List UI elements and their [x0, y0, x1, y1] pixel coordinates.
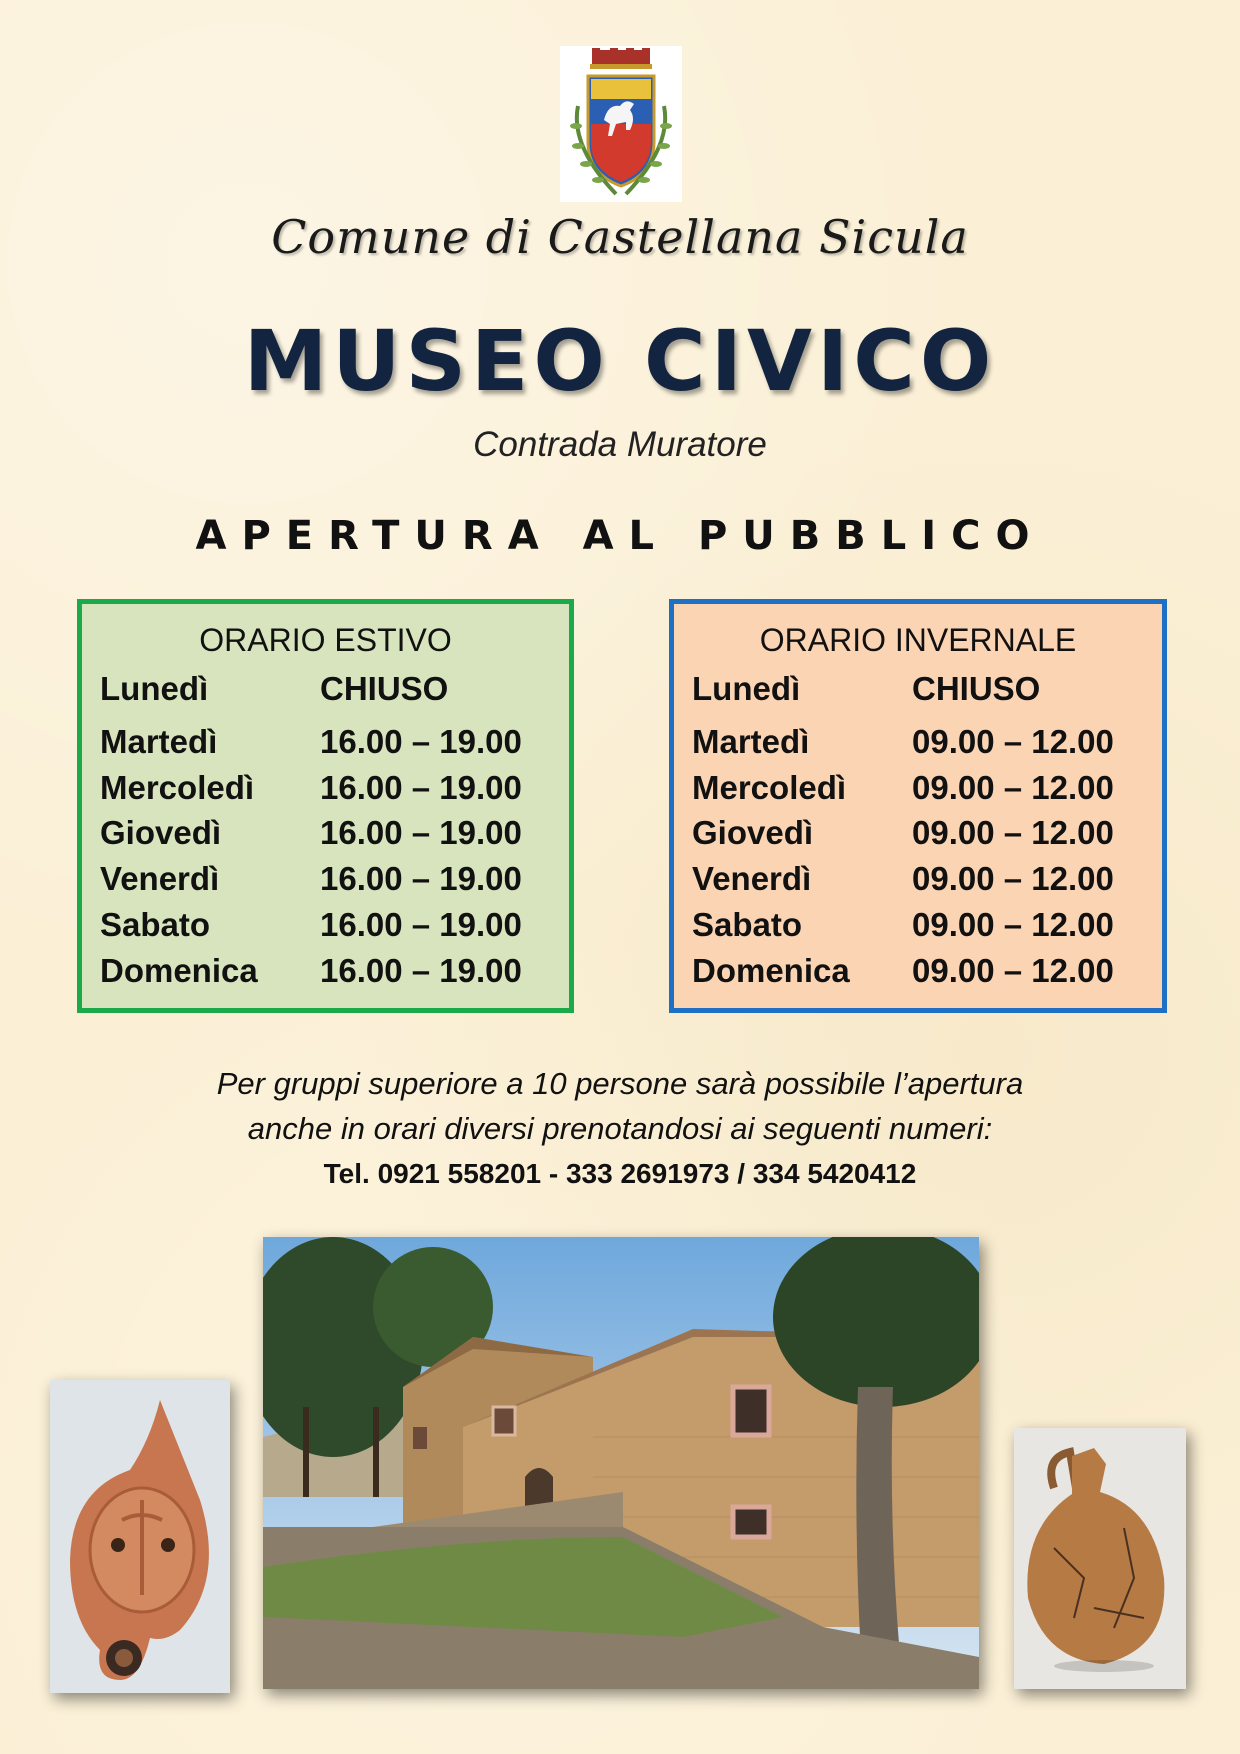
- day-label: Giovedì: [692, 814, 814, 851]
- summer-hours-box: [77, 599, 574, 1013]
- hours-value: 16.00 – 19.00: [320, 814, 522, 851]
- day-label: Sabato: [692, 906, 803, 943]
- schedule-row: [692, 670, 1152, 714]
- hours-value: CHIUSO: [912, 670, 1041, 707]
- coat-of-arms: [560, 46, 682, 202]
- schedule-row: [100, 723, 560, 767]
- day-label: Mercoledì: [100, 769, 255, 806]
- day-label: Mercoledì: [692, 769, 847, 806]
- hours-value: 09.00 – 12.00: [912, 860, 1114, 897]
- winter-hours-title: ORARIO INVERNALE: [759, 622, 1077, 658]
- day-label: Martedì: [692, 723, 810, 760]
- opening-heading: APERTURA AL PUBBLICO: [195, 513, 1045, 559]
- location-subtitle: Contrada Muratore: [473, 425, 767, 464]
- hours-value: 16.00 – 19.00: [320, 769, 522, 806]
- hours-value: 16.00 – 19.00: [320, 860, 522, 897]
- group-booking-note-2: anche in orari diversi prenotandosi ai seguenti numeri:: [247, 1111, 993, 1146]
- day-label: Venerdì: [692, 860, 812, 897]
- schedule-row: [100, 769, 560, 813]
- schedule-row: [692, 769, 1152, 813]
- hours-value: 16.00 – 19.00: [320, 723, 522, 760]
- schedule-row: [692, 906, 1152, 950]
- ancient-jug-photo: [1014, 1428, 1186, 1689]
- hours-value: 16.00 – 19.00: [320, 952, 522, 989]
- schedule-row: [100, 906, 560, 950]
- hours-value: 09.00 – 12.00: [912, 814, 1114, 851]
- day-label: Sabato: [100, 906, 211, 943]
- hours-value: 09.00 – 12.00: [912, 769, 1114, 806]
- day-label: Lunedì: [100, 670, 209, 707]
- schedule-row: [692, 814, 1152, 858]
- schedule-row: [100, 670, 560, 714]
- day-label: Giovedì: [100, 814, 222, 851]
- summer-hours-title: ORARIO ESTIVO: [199, 622, 452, 658]
- schedule-row: [100, 860, 560, 904]
- day-label: Lunedì: [692, 670, 801, 707]
- oil-lamp-photo: [50, 1380, 230, 1693]
- hours-value: 09.00 – 12.00: [912, 723, 1114, 760]
- day-label: Martedì: [100, 723, 218, 760]
- day-label: Venerdì: [100, 860, 220, 897]
- schedule-row: [692, 860, 1152, 904]
- winter-hours-box: [669, 599, 1167, 1013]
- day-label: Domenica: [100, 952, 258, 989]
- municipality-name: Comune di Castellana Sicula: [271, 210, 969, 264]
- schedule-row: [692, 723, 1152, 767]
- phone-numbers: Tel. 0921 558201 - 333 2691973 / 334 5420412: [323, 1158, 917, 1189]
- group-booking-note: Per gruppi superiore a 10 persone sarà possibile l’apertura: [216, 1066, 1024, 1101]
- schedule-row: [692, 952, 1152, 996]
- hours-value: 09.00 – 12.00: [912, 906, 1114, 943]
- hours-value: 09.00 – 12.00: [912, 952, 1114, 989]
- museum-building-photo: [263, 1237, 979, 1689]
- schedule-row: [100, 814, 560, 858]
- day-label: Domenica: [692, 952, 850, 989]
- schedule-row: [100, 952, 560, 996]
- page-title: MUSEO CIVICO: [243, 312, 997, 410]
- hours-value: CHIUSO: [320, 670, 449, 707]
- hours-value: 16.00 – 19.00: [320, 906, 522, 943]
